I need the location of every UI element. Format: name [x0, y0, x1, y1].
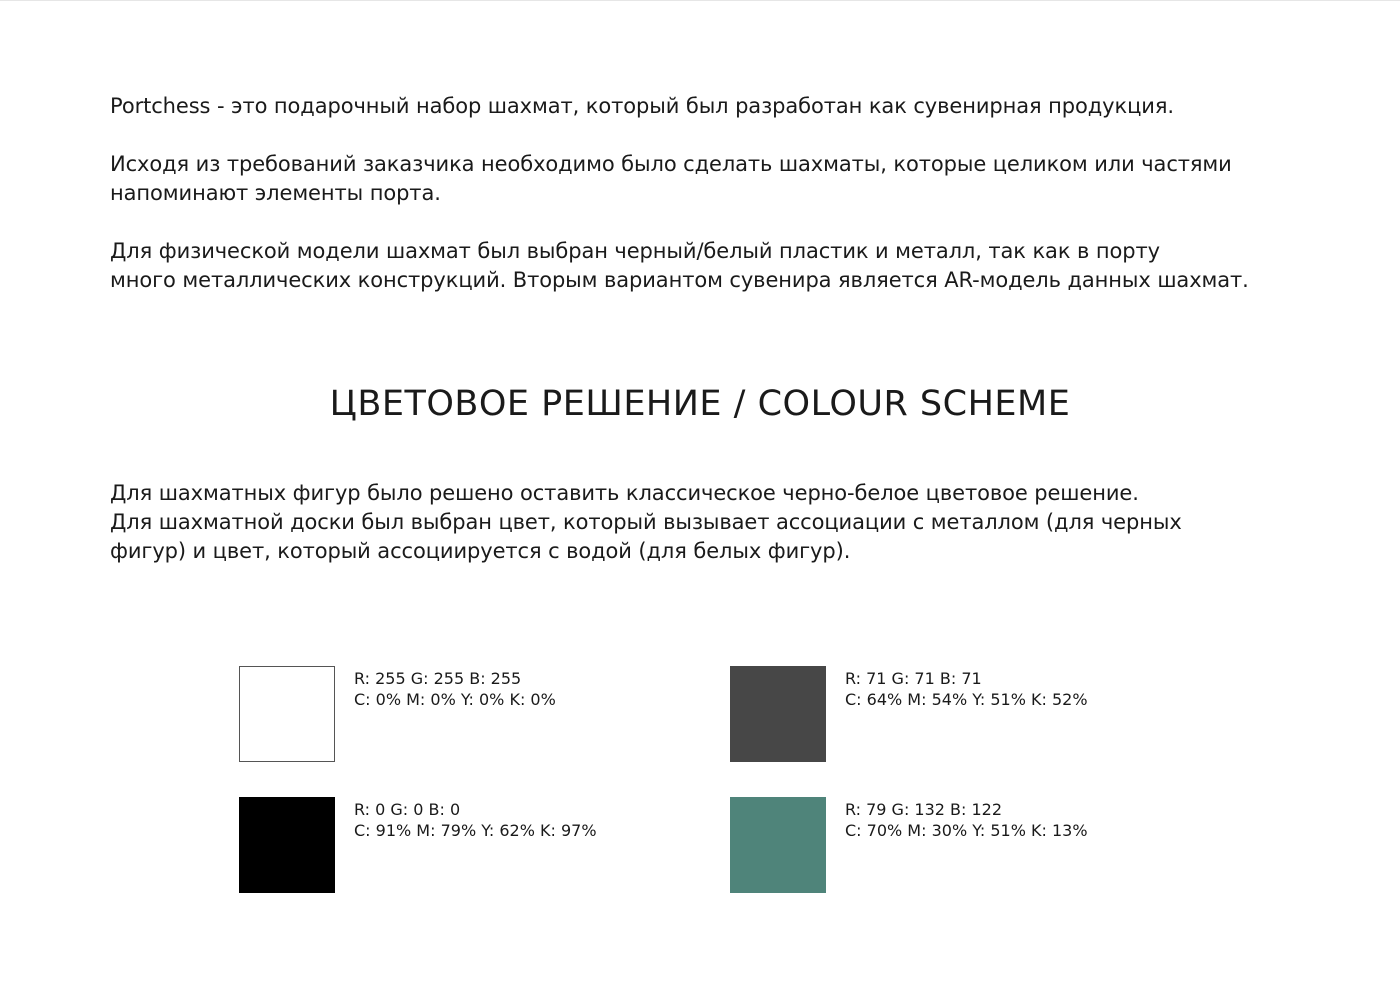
description-line-3: фигур) и цвет, который ассоциируется с водой (для белых фигур).: [110, 539, 851, 563]
swatch-dark-grey-values: [845, 668, 1088, 710]
swatch-dark-grey-cmyk: C: 64% M: 54% Y: 51% K: 52%: [845, 690, 1088, 709]
swatch-dark-grey: [730, 666, 1088, 762]
swatch-dark-grey-chip: [730, 666, 826, 762]
intro-p3-line-1: Для физической модели шахмат был выбран черный/белый пластик и металл, так как в порту: [110, 239, 1160, 263]
swatch-white-chip: [239, 666, 335, 762]
swatch-white: [239, 666, 556, 762]
intro-paragraph-2: [110, 150, 1320, 208]
swatch-white-cmyk: C: 0% M: 0% Y: 0% K: 0%: [354, 690, 556, 709]
swatch-black-values: [354, 799, 597, 841]
description-line-1: Для шахматных фигур было решено оставить классическое черно-белое цветовое решение.: [110, 481, 1139, 505]
swatch-teal-cmyk: C: 70% M: 30% Y: 51% K: 13%: [845, 821, 1088, 840]
swatch-black-chip: [239, 797, 335, 893]
swatch-teal-values: [845, 799, 1088, 841]
swatch-teal-rgb: R: 79 G: 132 B: 122: [845, 800, 1003, 819]
intro-paragraph-1: [110, 92, 1320, 121]
swatch-dark-grey-rgb: R: 71 G: 71 B: 71: [845, 669, 982, 688]
intro-p1-text: Portchess - это подарочный набор шахмат, который был разработан как сувенирная продукция.: [110, 94, 1174, 118]
intro-text: [110, 92, 1320, 324]
swatch-black: [239, 797, 597, 893]
swatch-white-rgb: R: 255 G: 255 B: 255: [354, 669, 522, 688]
intro-p2-line-1: Исходя из требований заказчика необходимо было сделать шахматы, которые целиком или частями: [110, 152, 1232, 176]
swatch-black-cmyk: C: 91% M: 79% Y: 62% K: 97%: [354, 821, 597, 840]
section-title: ЦВЕТОВОЕ РЕШЕНИЕ / COLOUR SCHEME: [329, 384, 1071, 424]
swatch-white-values: [354, 668, 556, 710]
description-line-2: Для шахматной доски был выбран цвет, который вызывает ассоциации с металлом (для черных: [110, 510, 1182, 534]
swatch-black-rgb: R: 0 G: 0 B: 0: [354, 800, 461, 819]
intro-p3-line-2: много металлических конструкций. Вторым вариантом сувенира является AR-модель данных шахмат.: [110, 268, 1249, 292]
swatch-teal-chip: [730, 797, 826, 893]
intro-p2-line-2: напоминают элементы порта.: [110, 181, 441, 205]
colour-description: [110, 479, 1310, 566]
swatch-teal: [730, 797, 1088, 893]
top-divider: [0, 0, 1400, 1]
intro-paragraph-3: [110, 237, 1320, 295]
